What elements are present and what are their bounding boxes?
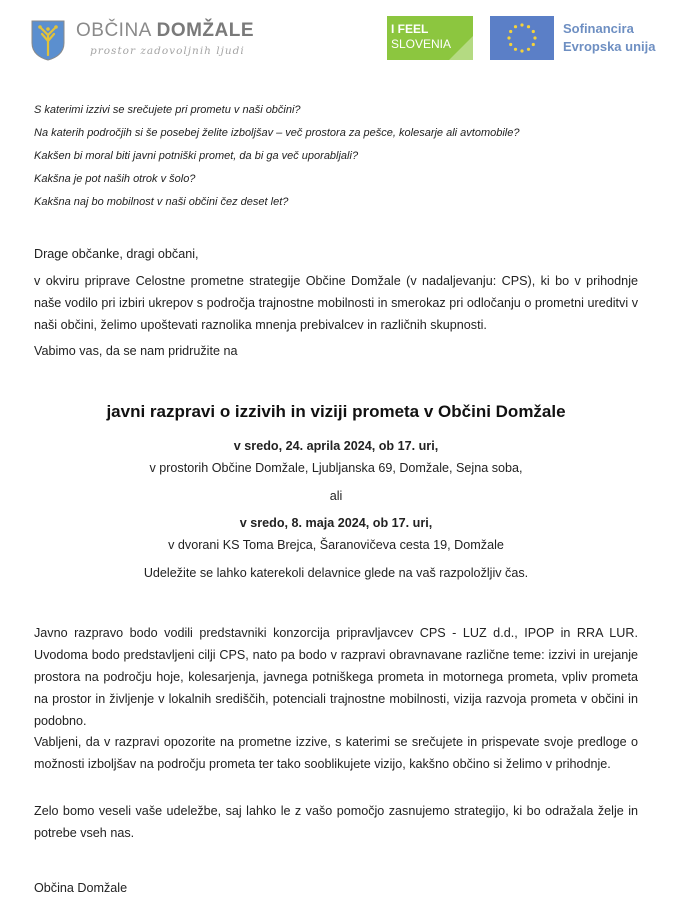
details-paragraph-3: Zelo bomo veseli vaše udeležbe, saj lahko le z vašo pomočjo zasnujemo strategijo, ki bo odražala želje in potrebe vseh nas. (34, 804, 638, 840)
municipality-name: OBČINA DOMŽALE (76, 20, 255, 41)
eu-cofunding-text: Sofinancira Evropska unija (563, 21, 656, 54)
event-location-2: v dvorani KS Toma Brejca, Šaranovičeva cesta 19, Domžale (168, 538, 504, 552)
question-1: S katerimi izzivi se srečujete pri prometu v naši občini? (34, 104, 301, 116)
municipality-tagline: prostor zadovoljnih ljudi (90, 45, 245, 57)
slovenia-logo-line2: SLOVENIA (391, 37, 452, 51)
details-paragraph-2: Vabljeni, da v razpravi opozorite na prometne izzive, s katerimi se srečujete in prispevate svoje predloge o možnosti izboljšav na področju prometa ter tako sooblikujete vizijo, kakšno občino si želimo v prihodnje. (34, 735, 638, 771)
intro-paragraph: v okviru priprave Celostne prometne strategije Občine Domžale (v nadaljevanju: CPS), ki bo v prihodnje naše vodilo pri izbiri ukrepov s področja trajnostne mobilnosti in smerokaz pri odločanju o prometni ureditvi v naši občini, želimo upoštevati raznolika mnenja prebivalcev in različnih skupnosti. (34, 274, 638, 332)
event-title: javni razpravi o izzivih in viziji prometa v Občini Domžale (106, 402, 566, 421)
question-2: Na katerih področjih si še posebej želite izboljšav – več prostora za pešce, kolesarje ali avtomobile? (34, 127, 520, 139)
event-date-2: v sredo, 8. maja 2024, ob 17. uri, (239, 516, 433, 530)
slovenia-logo-line1: I FEEL (391, 22, 429, 36)
signature: Občina Domžale (34, 881, 128, 895)
event-date-1: v sredo, 24. aprila 2024, ob 17. uri, (233, 439, 439, 453)
letterhead (0, 0, 688, 80)
invite-text: Vabimo vas, da se nam pridružite na (34, 344, 238, 358)
eu-flag-icon (490, 16, 554, 60)
event-note: Udeležite se lahko katerekoli delavnice glede na vaš razpoložljiv čas. (143, 566, 529, 580)
question-4: Kakšna je pot naših otrok v šolo? (34, 173, 196, 185)
domzale-crest-icon (30, 19, 66, 61)
i-feel-slovenia-logo (387, 16, 473, 60)
event-location-1: v prostorih Občine Domžale, Ljubljanska 69, Domžale, Sejna soba, (149, 461, 523, 475)
question-5: Kakšna naj bo mobilnost v naši občini čez deset let? (34, 196, 289, 208)
details-paragraph-1: Javno razpravo bodo vodili predstavniki konzorcija pripravljavcev CPS - LUZ d.d., IPOP in RRA LUR. Uvodoma bodo predstavljeni cilji CPS, nato pa bodo v razpravi obravnavane različne teme: izzivi in urejanje prostora na področju hoje, kolesarjenja, javnega potniškega prometa in motornega prometa, vpliv prometa na prostor in življenje v lokalnih središčih, potenciali trajnostne mobilnosti, vizija razvoja prometa v občini in podobno. (34, 626, 638, 728)
question-3: Kakšen bi moral biti javni potniški promet, da bi ga več uporabljali? (34, 150, 359, 162)
greeting: Drage občanke, dragi občani, (34, 247, 199, 261)
event-or: ali (329, 489, 343, 503)
